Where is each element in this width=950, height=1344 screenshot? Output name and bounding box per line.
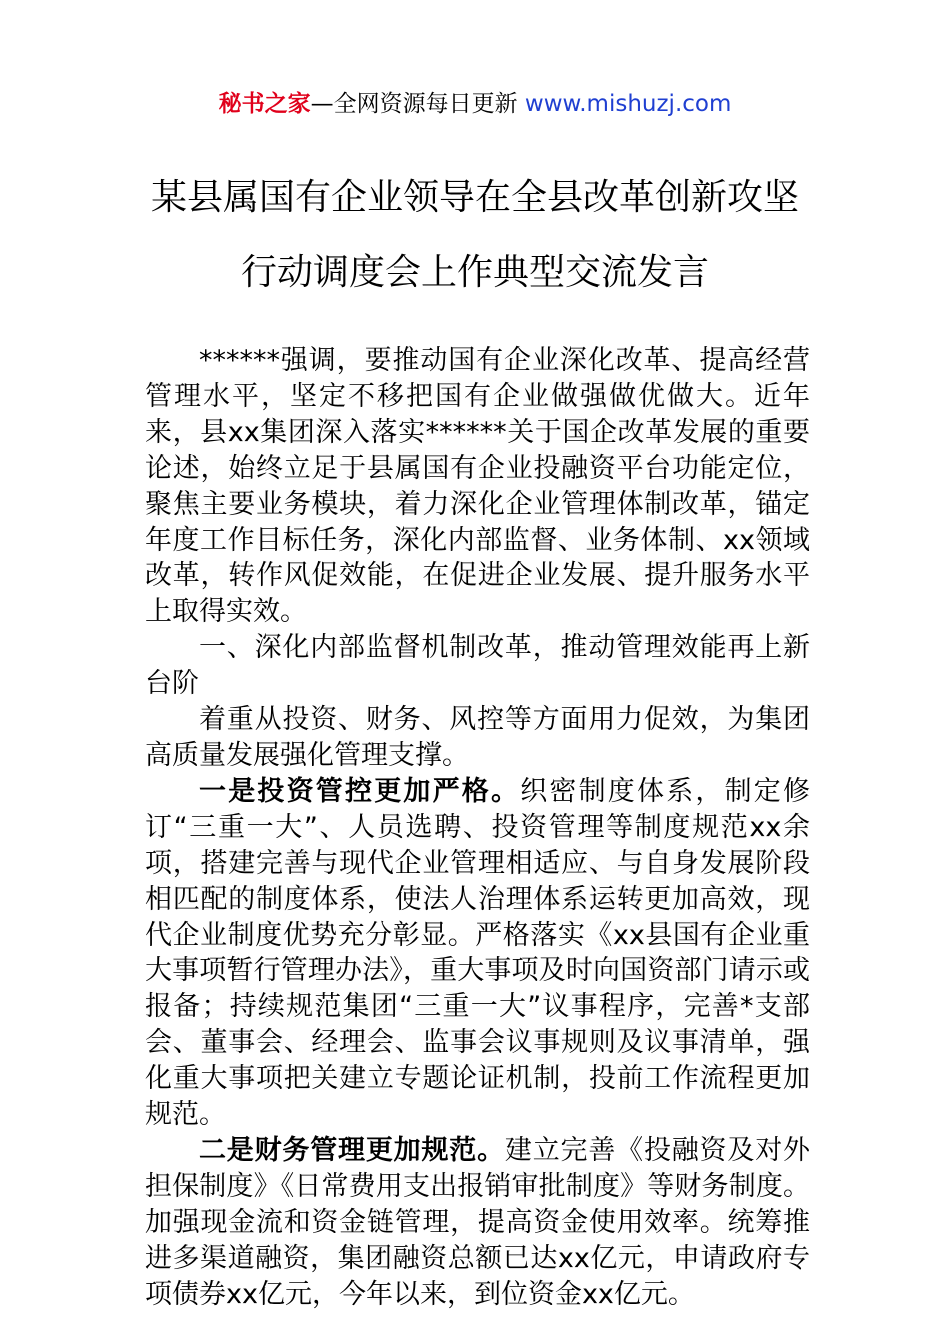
section-1-lead-paragraph: 着重从投资、财务、风控等方面用力促效，为集团高质量发展强化管理支撑。: [145, 704, 810, 771]
title-line-1: 某县属国有企业领导在全县改革创新攻坚: [150, 177, 799, 218]
brand-name: 秘书之家: [218, 91, 311, 117]
document-body: [145, 343, 810, 1312]
point-2-paragraph: [145, 1133, 810, 1313]
point-2-body: 建立完善《投融资及对外担保制度》《日常费用支出报销审批制度》等财务制度。加强现金流和资金链管理，提高资金使用效率。统筹推进多渠道融资，集团融资总额已达xx亿元，申请政府专项债券xx亿元，今年以来，到位资金xx亿元。: [145, 1134, 811, 1310]
point-1-lead: 一是投资管控更加严格。: [199, 775, 521, 807]
point-1-paragraph: [145, 774, 810, 1133]
title-line-2: 行动调度会上作典型交流发言: [240, 252, 709, 293]
site-tagline: —全网资源每日更新: [310, 91, 525, 117]
site-header: [0, 86, 950, 122]
point-2-lead: 二是财务管理更加规范。: [199, 1134, 505, 1166]
document-title: [100, 160, 850, 310]
section-1-heading: 一、深化内部监督机制改革，推动管理效能再上新台阶: [145, 632, 810, 700]
intro-paragraph: ******强调，要推动国有企业深化改革、提高经营管理水平，坚定不移把国有企业做强做优做大。近年来，县xx集团深入落实******关于国企改革发展的重要论述，始终立足于县属国有企业投融资平台功能定位，聚焦主要业务模块，着力深化企业管理体制改革，锚定年度工作目标任务，深化内部监督、业务体制、xx领域改革，转作风促效能，在促进企业发展、提升服务水平上取得实效。: [145, 345, 810, 628]
point-1-body: 织密制度体系，制定修订“三重一大”、人员选聘、投资管理等制度规范xx余项，搭建完善与现代企业管理相适应、与自身发展阶段相匹配的制度体系，使法人治理体系运转更加高效，现代企业制度优势充分彰显。严格落实《xx县国有企业重大事项暂行管理办法》，重大事项及时向国资部门请示或报备；持续规范集团“三重一大”议事程序，完善*支部会、董事会、经理会、监事会议事规则及议事清单，强化重大事项把关建立专题论证机制，投前工作流程更加规范。: [145, 775, 811, 1131]
site-url-link[interactable]: www.mishuzj.com: [524, 91, 732, 117]
